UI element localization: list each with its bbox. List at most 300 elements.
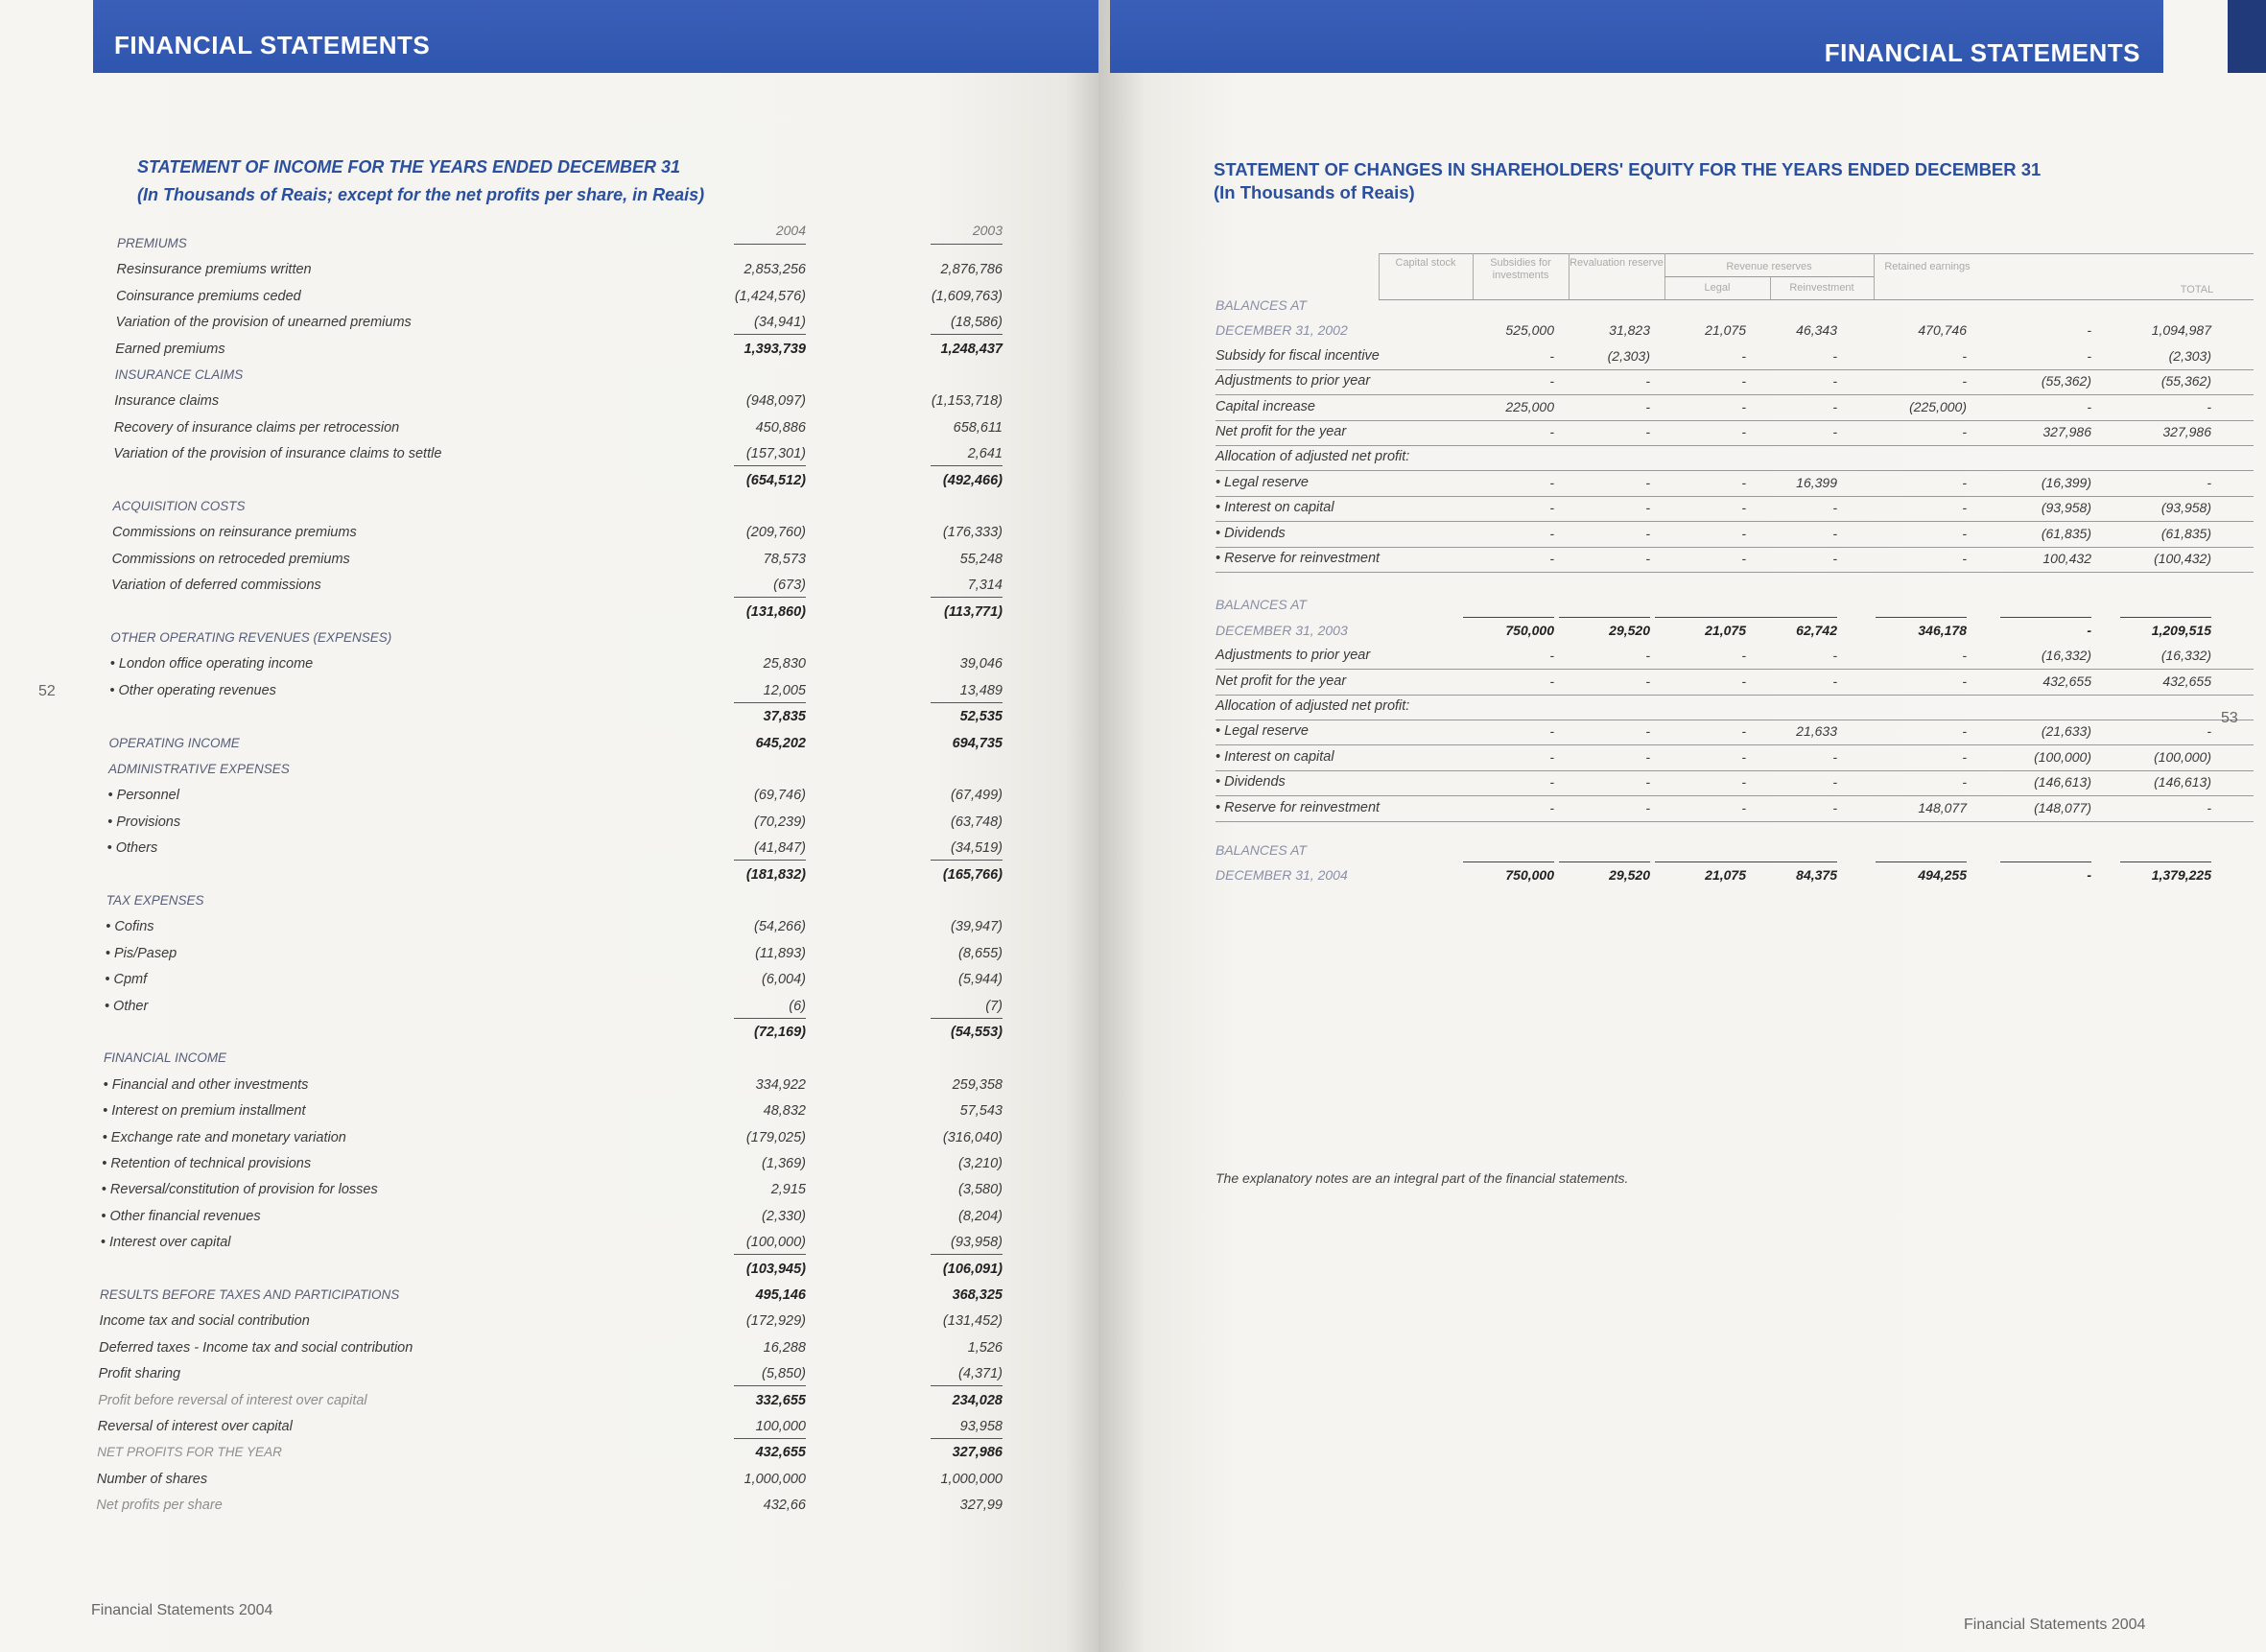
- balance-rule: [2120, 861, 2211, 862]
- equity-cell: (61,835): [2160, 525, 2211, 541]
- equity-cell: (148,077): [2034, 799, 2091, 815]
- equity-cell: (2,303): [1607, 347, 1650, 364]
- income-row: [0, 1472, 1098, 1495]
- equity-cell: -: [1741, 373, 1746, 389]
- income-value-2003: 7,314: [967, 578, 1003, 594]
- income-row-label: Commissions on retroceded premiums: [111, 551, 350, 567]
- income-value-2004: 2,915: [770, 1182, 806, 1198]
- equity-cell: 29,520: [1609, 622, 1650, 638]
- income-value-2004: (1,369): [762, 1156, 806, 1171]
- income-row-label: • Other operating revenues: [109, 682, 276, 698]
- equity-cell: -: [1549, 474, 1554, 490]
- equity-cell: -: [1962, 424, 1967, 439]
- income-row-label: ADMINISTRATIVE EXPENSES: [108, 762, 290, 776]
- subtotal-rule: [734, 334, 806, 335]
- header-revenue-reserves: Revenue reserves: [1726, 261, 1812, 272]
- income-row: [0, 1156, 1098, 1179]
- income-value-2003: (39,947): [950, 919, 1003, 935]
- income-value-2003: (54,553): [950, 1025, 1003, 1040]
- equity-cell: -: [1741, 648, 1746, 664]
- equity-row-label: DECEMBER 31, 2003: [1216, 622, 1348, 638]
- income-row-label: Commissions on reinsurance premiums: [112, 525, 357, 541]
- equity-row: [1098, 774, 2266, 797]
- equity-row: [1098, 867, 2266, 890]
- equity-cell: -: [1549, 748, 1554, 765]
- income-row-label: Deferred taxes - Income tax and social contribution: [99, 1339, 413, 1356]
- equity-cell: 62,742: [1796, 622, 1837, 638]
- equity-cell: -: [1645, 424, 1650, 439]
- income-value-2004: 495,146: [755, 1287, 806, 1303]
- equity-row-label: BALANCES AT: [1216, 297, 1307, 313]
- income-value-2003: 57,543: [959, 1103, 1003, 1120]
- equity-row-rule: [1216, 369, 2254, 370]
- equity-row-label: • Interest on capital: [1216, 500, 1334, 516]
- equity-row: [1098, 673, 2266, 696]
- equity-cell: 346,178: [1918, 622, 1967, 638]
- equity-cell: 1,209,515: [2151, 622, 2211, 638]
- equity-row-rule: [1216, 572, 2254, 573]
- equity-cell: -: [1645, 398, 1650, 414]
- left-banner-title: FINANCIAL STATEMENTS: [114, 31, 431, 59]
- income-row: [0, 1077, 1098, 1100]
- income-row-label: • Interest on premium installment: [103, 1103, 306, 1120]
- equity-cell: -: [2087, 622, 2091, 638]
- income-row: [0, 473, 1098, 496]
- equity-cell: -: [1962, 525, 1967, 541]
- income-value-2003: 327,99: [959, 1498, 1003, 1514]
- income-row: [0, 946, 1098, 969]
- equity-cell: -: [1832, 774, 1837, 791]
- income-value-2003: (4,371): [958, 1366, 1003, 1382]
- equity-row-label: • Dividends: [1216, 774, 1286, 791]
- equity-cell: -: [1832, 424, 1837, 439]
- equity-cell: (100,000): [2154, 748, 2211, 765]
- equity-cell: -: [1645, 774, 1650, 791]
- equity-cell: 21,075: [1705, 867, 1746, 884]
- balance-rule: [1463, 617, 1554, 618]
- income-value-2004: 332,655: [755, 1392, 806, 1408]
- income-value-2004: (172,929): [745, 1313, 806, 1330]
- income-value-2003: (3,210): [958, 1156, 1003, 1171]
- income-value-2004: (41,847): [753, 840, 806, 857]
- equity-cell: 1,094,987: [2151, 322, 2211, 339]
- equity-cell: -: [1741, 748, 1746, 765]
- income-row: [0, 893, 1098, 916]
- income-row-label: Profit before reversal of interest over capital: [98, 1392, 367, 1408]
- income-value-2004: (673): [773, 578, 806, 594]
- income-row-label: FINANCIAL INCOME: [104, 1050, 227, 1066]
- revenue-reserves-rule: [1664, 276, 1874, 277]
- equity-cell: -: [1549, 673, 1554, 689]
- equity-header-top-rule: [1379, 253, 2254, 254]
- equity-cell: -: [1549, 723, 1554, 740]
- page-number-right: 53: [2221, 710, 2238, 726]
- income-value-2004: (6): [789, 998, 806, 1014]
- income-row: [0, 1393, 1098, 1416]
- income-row-label: Number of shares: [96, 1471, 208, 1487]
- equity-cell: 432,655: [2162, 673, 2211, 689]
- equity-row-rule: [1216, 496, 2254, 497]
- equity-cell: 432,655: [2042, 673, 2091, 689]
- income-value-2003: 1,526: [967, 1339, 1003, 1356]
- equity-cell: (21,633): [2041, 723, 2091, 740]
- equity-row: [1098, 297, 2266, 320]
- income-value-2003: (3,580): [958, 1182, 1003, 1198]
- equity-row-label: • Dividends: [1216, 525, 1286, 541]
- equity-cell: 327,986: [2042, 424, 2091, 439]
- equity-row-label: • Legal reserve: [1216, 474, 1309, 490]
- equity-cell: (55,362): [2041, 373, 2091, 389]
- balance-rule: [2120, 617, 2211, 618]
- income-row-label: Profit sharing: [98, 1366, 181, 1382]
- subtotal-rule: [734, 1385, 806, 1386]
- equity-cell: (100,000): [2034, 748, 2091, 765]
- income-row: [0, 656, 1098, 679]
- income-value-2003: (34,519): [950, 840, 1003, 857]
- income-value-2003: 13,489: [959, 682, 1003, 698]
- equity-cell: 148,077: [1918, 799, 1967, 815]
- balance-rule: [1559, 617, 1650, 618]
- footer-left: Financial Statements 2004: [91, 1602, 273, 1618]
- equity-cell: 16,399: [1796, 474, 1837, 490]
- income-value-2003: 694,735: [952, 735, 1003, 751]
- income-value-2004: (131,860): [745, 603, 806, 620]
- income-row-label: • Reversal/constitution of provision for losses: [101, 1182, 378, 1198]
- equity-cell: -: [2207, 723, 2211, 740]
- income-row: [0, 1182, 1098, 1205]
- equity-cell: -: [1645, 723, 1650, 740]
- income-row-label: Insurance claims: [114, 393, 220, 410]
- equity-row-rule: [1216, 521, 2254, 522]
- equity-cell: -: [1645, 673, 1650, 689]
- equity-cell: -: [2087, 398, 2091, 414]
- income-row: [0, 762, 1098, 785]
- income-value-2004: 645,202: [755, 735, 806, 751]
- income-row-label: • Cpmf: [105, 972, 148, 988]
- equity-cell: -: [1832, 347, 1837, 364]
- income-value-2004: (72,169): [753, 1025, 806, 1040]
- income-row-label: Reversal of interest over capital: [97, 1419, 293, 1434]
- column-header-2003: 2003: [972, 223, 1003, 238]
- equity-cell: -: [1549, 525, 1554, 541]
- income-value-2003: 2,876,786: [940, 262, 1003, 278]
- income-row-label: • Other financial revenues: [101, 1208, 261, 1224]
- equity-cell: -: [1832, 500, 1837, 516]
- subtotal-rule: [734, 1018, 806, 1019]
- header-reinvestment: Reinvestment: [1789, 282, 1854, 294]
- income-row: [0, 342, 1098, 365]
- equity-row-label: Net profit for the year: [1216, 673, 1347, 689]
- income-value-2004: (157,301): [745, 446, 806, 462]
- income-value-2004: 37,835: [763, 709, 806, 725]
- equity-row-label: • Legal reserve: [1216, 723, 1309, 740]
- equity-cell: (16,399): [2041, 474, 2091, 490]
- equity-cell: 21,633: [1796, 723, 1837, 740]
- equity-cell: 750,000: [1505, 867, 1554, 884]
- equity-cell: 46,343: [1796, 322, 1837, 339]
- income-row-label: Coinsurance premiums ceded: [116, 288, 301, 304]
- income-row-label: Variation of deferred commissions: [111, 578, 321, 594]
- income-value-2003: (8,655): [958, 945, 1003, 961]
- equity-row-rule: [1216, 821, 2254, 822]
- equity-cell: -: [1549, 347, 1554, 364]
- income-row: [0, 367, 1098, 390]
- income-row-label: • Exchange rate and monetary variation: [102, 1129, 346, 1145]
- equity-cell: -: [1741, 500, 1746, 516]
- income-value-2003: 234,028: [952, 1392, 1003, 1408]
- equity-cell: -: [1962, 673, 1967, 689]
- income-row: [0, 972, 1098, 995]
- equity-row-label: Allocation of adjusted net profit:: [1216, 698, 1410, 714]
- income-row: [0, 1287, 1098, 1310]
- equity-cell: -: [1549, 373, 1554, 389]
- income-value-2003: (165,766): [942, 866, 1003, 883]
- income-value-2003: (7): [985, 998, 1003, 1014]
- income-value-2004: 334,922: [755, 1076, 806, 1093]
- income-row: [0, 1340, 1098, 1363]
- left-page: [0, 0, 1098, 1652]
- equity-cell: -: [1832, 673, 1837, 689]
- equity-row-rule: [1216, 547, 2254, 548]
- equity-row-rule: [1216, 470, 2254, 471]
- equity-cell: 750,000: [1505, 622, 1554, 638]
- equity-cell: -: [1832, 398, 1837, 414]
- equity-cell: -: [1549, 551, 1554, 566]
- income-row-label: Variation of the provision of unearned premiums: [115, 315, 412, 331]
- equity-cell: -: [2087, 867, 2091, 884]
- income-row-label: • Retention of technical provisions: [102, 1156, 312, 1171]
- income-value-2003: (131,452): [942, 1313, 1003, 1330]
- equity-row-rule: [1216, 669, 2254, 670]
- income-value-2004: (6,004): [762, 972, 806, 988]
- balance-rule: [1876, 617, 1967, 618]
- equity-cell: -: [1962, 774, 1967, 791]
- equity-row: [1098, 424, 2266, 447]
- equity-cell: (16,332): [2160, 648, 2211, 664]
- income-row: [0, 1025, 1098, 1048]
- page-number-left: 52: [38, 683, 56, 699]
- right-banner-title: FINANCIAL STATEMENTS: [1824, 38, 2140, 67]
- income-row-label: • Pis/Pasep: [105, 945, 177, 961]
- income-row: [0, 1103, 1098, 1126]
- header-retained-earnings: Retained earnings: [1884, 261, 1971, 272]
- equity-cell: 1,379,225: [2151, 867, 2211, 884]
- income-value-2004: (179,025): [745, 1129, 806, 1145]
- equity-cell: (146,613): [2034, 774, 2091, 791]
- balance-rule: [2000, 861, 2091, 862]
- equity-cell: -: [1645, 525, 1650, 541]
- equity-cell: (225,000): [1909, 398, 1967, 414]
- equity-cell: -: [1645, 648, 1650, 664]
- equity-row-label: DECEMBER 31, 2002: [1216, 322, 1348, 339]
- income-value-2004: 2,853,256: [744, 262, 806, 278]
- balance-rule: [1655, 617, 1746, 618]
- equity-row-rule: [1216, 770, 2254, 771]
- income-value-2003: (113,771): [944, 603, 1003, 620]
- income-value-2003: (176,333): [942, 525, 1003, 541]
- income-row: [0, 262, 1098, 285]
- income-value-2004: 16,288: [763, 1339, 806, 1356]
- subtotal-rule: [931, 702, 1003, 703]
- equity-cell: -: [1549, 799, 1554, 815]
- banner-edge-strip: [2228, 0, 2266, 73]
- income-value-2004: (948,097): [745, 393, 806, 410]
- balance-rule: [1876, 861, 1967, 862]
- equity-cell: -: [1962, 648, 1967, 664]
- equity-cell: -: [1645, 748, 1650, 765]
- equity-cell: -: [1741, 474, 1746, 490]
- income-row-label: • Personnel: [107, 788, 179, 804]
- equity-cell: -: [1741, 347, 1746, 364]
- balance-rule: [1746, 617, 1837, 618]
- income-row-label: Earned premiums: [115, 341, 225, 357]
- income-value-2003: (492,466): [942, 472, 1003, 488]
- income-value-2004: 12,005: [763, 682, 806, 698]
- income-statement-title: STATEMENT OF INCOME FOR THE YEARS ENDED DECEMBER 31: [137, 157, 681, 177]
- income-value-2004: (181,832): [745, 866, 806, 883]
- income-row-label: • Cofins: [106, 919, 154, 935]
- income-value-2004: 432,655: [755, 1445, 806, 1461]
- income-row-label: • Others: [106, 840, 158, 857]
- equity-row-label: • Reserve for reinvestment: [1216, 551, 1381, 566]
- header-legal: Legal: [1704, 282, 1731, 294]
- income-value-2004: (34,941): [753, 315, 806, 331]
- equity-cell: -: [2207, 398, 2211, 414]
- equity-row-label: • Reserve for reinvestment: [1216, 799, 1381, 815]
- income-row-label: Income tax and social contribution: [99, 1313, 310, 1330]
- income-row-label: NET PROFITS FOR THE YEAR: [97, 1445, 282, 1460]
- income-value-2003: 1,248,437: [940, 341, 1003, 357]
- equity-cell: (2,303): [2168, 347, 2211, 364]
- equity-cell: -: [1962, 723, 1967, 740]
- equity-cell: -: [1832, 799, 1837, 815]
- income-value-2003: 327,986: [952, 1445, 1003, 1461]
- equity-row: [1098, 648, 2266, 671]
- income-row-label: ACQUISITION COSTS: [112, 499, 246, 513]
- income-row: [0, 867, 1098, 890]
- equity-cell: (16,332): [2041, 648, 2091, 664]
- equity-cell: 327,986: [2162, 424, 2211, 439]
- equity-cell: (55,362): [2160, 373, 2211, 389]
- equity-cell: -: [1832, 551, 1837, 566]
- income-row: [0, 420, 1098, 443]
- equity-cell: (61,835): [2041, 525, 2091, 541]
- income-row: [0, 604, 1098, 627]
- income-value-2003: (18,586): [950, 315, 1003, 331]
- equity-cell: -: [2207, 799, 2211, 815]
- right-banner: [1110, 0, 2163, 73]
- equity-cell: 470,746: [1918, 322, 1967, 339]
- equity-row: [1098, 373, 2266, 396]
- income-value-2003: 368,325: [952, 1287, 1003, 1303]
- income-row-label: OPERATING INCOME: [108, 735, 240, 750]
- income-row-label: • Financial and other investments: [103, 1076, 309, 1093]
- header-revaluation: Revaluation reserve: [1570, 257, 1664, 269]
- equity-cell: -: [1962, 347, 1967, 364]
- equity-cell: 21,075: [1705, 322, 1746, 339]
- income-value-2004: (2,330): [762, 1208, 806, 1224]
- income-value-2003: 55,248: [959, 551, 1003, 567]
- income-statement-subtitle: (In Thousands of Reais; except for the net profits per share, in Reais): [137, 185, 705, 204]
- subtotal-rule: [931, 1385, 1003, 1386]
- income-value-2003: (67,499): [950, 788, 1003, 804]
- income-value-2004: (54,266): [753, 919, 806, 935]
- income-value-2003: (316,040): [942, 1129, 1003, 1145]
- equity-cell: -: [1962, 500, 1967, 516]
- income-row: [0, 1262, 1098, 1285]
- equity-row-label: Net profit for the year: [1216, 424, 1347, 439]
- equity-cell: -: [1645, 799, 1650, 815]
- income-row-label: PREMIUMS: [117, 236, 187, 250]
- income-value-2003: 1,000,000: [940, 1471, 1003, 1487]
- subtotal-rule: [931, 465, 1003, 466]
- equity-row: [1098, 551, 2266, 574]
- equity-row: [1098, 723, 2266, 746]
- income-value-2003: (1,609,763): [931, 288, 1003, 304]
- equity-row-rule: [1216, 744, 2254, 745]
- equity-cell: 494,255: [1918, 867, 1967, 884]
- equity-row-label: DECEMBER 31, 2004: [1216, 867, 1348, 884]
- equity-cell: -: [2087, 347, 2091, 364]
- balance-rule: [1655, 861, 1746, 862]
- equity-row-label: Adjustments to prior year: [1216, 373, 1371, 389]
- income-row: [0, 289, 1098, 312]
- equity-cell: -: [1549, 648, 1554, 664]
- income-row-label: OTHER OPERATING REVENUES (EXPENSES): [110, 630, 392, 645]
- equity-row-label: Adjustments to prior year: [1216, 648, 1371, 664]
- equity-row-rule: [1216, 394, 2254, 395]
- income-value-2004: (11,893): [755, 945, 806, 961]
- subtotal-rule: [734, 702, 806, 703]
- income-row-label: INSURANCE CLAIMS: [114, 367, 244, 382]
- subtotal-rule: [734, 1438, 806, 1439]
- equity-row: [1098, 399, 2266, 422]
- income-value-2003: (63,748): [950, 814, 1003, 830]
- equity-row-label: • Interest on capital: [1216, 748, 1334, 765]
- income-row-label: TAX EXPENSES: [106, 893, 204, 908]
- income-value-2004: 25,830: [763, 656, 806, 673]
- equity-cell: -: [1741, 723, 1746, 740]
- equity-cell: -: [1741, 551, 1746, 566]
- income-value-2003: 658,611: [953, 419, 1003, 436]
- equity-cell: -: [1741, 673, 1746, 689]
- subtotal-rule: [734, 465, 806, 466]
- equity-statement-subtitle: (In Thousands of Reais): [1214, 182, 1415, 202]
- equity-row: [1098, 698, 2266, 721]
- equity-cell: -: [1832, 748, 1837, 765]
- income-row: [0, 788, 1098, 811]
- header-subsidies: Subsidies for investments: [1490, 257, 1551, 281]
- income-value-2004: 1,393,739: [744, 341, 806, 357]
- subtotal-rule: [931, 1254, 1003, 1255]
- equity-cell: 100,432: [2042, 551, 2091, 566]
- equity-cell: -: [1549, 424, 1554, 439]
- income-value-2004: 78,573: [763, 551, 806, 567]
- footer-right: Financial Statements 2004: [1964, 1617, 2146, 1633]
- income-value-2003: 259,358: [952, 1076, 1003, 1093]
- equity-cell: -: [1962, 748, 1967, 765]
- income-row: [0, 814, 1098, 838]
- income-row: [0, 1445, 1098, 1468]
- income-row: [0, 1130, 1098, 1153]
- income-value-2003: (1,153,718): [931, 393, 1003, 410]
- equity-cell: -: [2207, 474, 2211, 490]
- equity-cell: -: [1741, 799, 1746, 815]
- income-value-2003: (5,944): [958, 972, 1003, 988]
- equity-cell: 84,375: [1796, 867, 1837, 884]
- equity-row: [1098, 475, 2266, 498]
- income-row-label: Resinsurance premiums written: [116, 262, 312, 278]
